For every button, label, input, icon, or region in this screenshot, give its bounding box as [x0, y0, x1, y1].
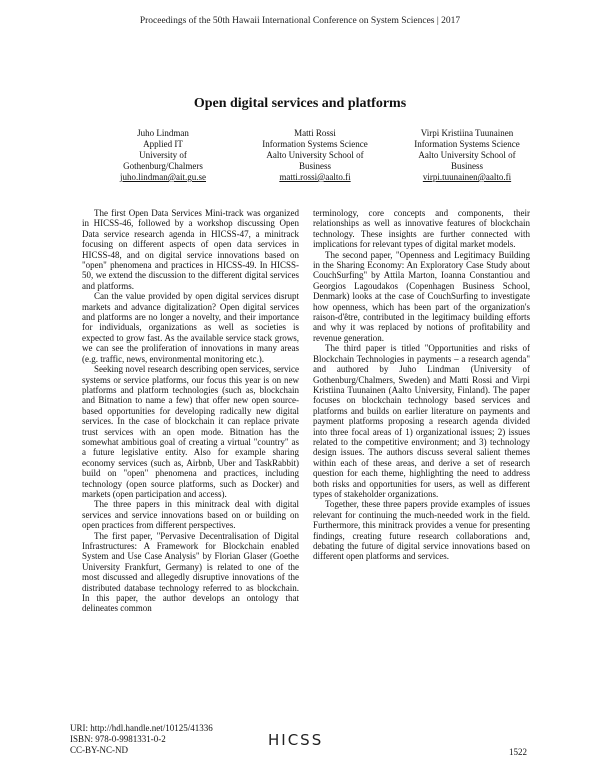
paragraph: Can the value provided by open digital services disrupt markets and advance digitalization? Open digital services and platforms are no longer a novelty, and their importance for individuals, organizations as well as societies is expected to grow fast. As the available service stack grows, we can see the proliferation of innovations in many areas (e.g. traffic, news, environmental monitoring etc.). — [82, 291, 299, 364]
author-1 — [88, 128, 238, 183]
paragraph: The first Open Data Services Mini-track was organized in HICSS-46, followed by a workshop discussing Open Data service research agenda in HICSS-47, a minitrack focusing on different aspects of open data services in HICSS-48, and on digital service innovations based on "open" phenomena and practices in HICSS-49. In HICSS-50, we extend the discussion to the different digital services and platforms. — [82, 208, 299, 291]
left-column — [82, 208, 299, 614]
author-affiliation: Information Systems Science — [262, 139, 368, 149]
author-affiliation: Aalto University School of — [266, 150, 364, 160]
author-name: Matti Rossi — [294, 128, 336, 138]
paper-title: Open digital services and platforms — [193, 96, 407, 111]
author-block — [88, 128, 542, 183]
author-affiliation: Business — [298, 161, 331, 171]
author-affiliation: University of — [139, 150, 187, 160]
author-affiliation: Business — [450, 161, 483, 171]
author-name: Juho Lindman — [137, 128, 189, 138]
paragraph: The third paper is titled "Opportunities and risks of Blockchain Technologies in payments – a research agenda" and authored by Juho Lindman (University of Gothenburg/Chalmers, Sweden) and Matti Rossi and Virpi Kristiina Tuunainen (Aalto University, Finland). The paper focuses on blockchain technology based services and platforms and builds on earlier literature on payments and payment platforms proposing a research agenda divided into three focal areas of 1) organizational issues; 2) issues related to the competitive environment; and 3) technology design issues. The authors discuss several salient themes within each of these areas, and derive a set of research question for each theme, highlighting the need to address both risks and opportunities for users, as well as different types of stakeholder organizations. — [313, 343, 530, 499]
author-email[interactable]: matti.rossi@aalto.fi — [279, 172, 351, 182]
conference-header: Proceedings of the 50th Hawaii International Conference on System Sciences | 2017 — [139, 16, 461, 26]
author-affiliation: Aalto University School of — [418, 150, 516, 160]
footer-info — [70, 723, 213, 756]
paragraph: The three papers in this minitrack deal with digital services and service innovations based on or building on open practices from different perspectives. — [82, 499, 299, 531]
author-email[interactable]: virpi.tuunainen@aalto.fi — [422, 172, 512, 182]
author-email[interactable]: juho.lindman@ait.gu.se — [119, 172, 207, 182]
author-name: Virpi Kristiina Tuunainen — [420, 128, 514, 138]
paragraph: The second paper, "Openness and Legitimacy Building in the Sharing Economy: An Exploratory Case Study about CouchSurfing" by Attila Marton, Ioanna Constantiou and Georgios Lagoudakos (Copenhagen Business School, Denmark) looks at the case of CouchSurfing to investigate how openness, which has been part of the organization's raison-d'être, contributed in the legitimacy building efforts and why it was replaced by notions of profitability and revenue generation. — [313, 249, 530, 343]
page-number: 1522 — [509, 747, 527, 757]
hicss-logo: HICSS — [268, 731, 324, 749]
paragraph: The first paper, "Pervasive Decentralisation of Digital Infrastructures: A Framework for Blockchain enabled System and Use Case Analysis" by Florian Glaser (Goethe University Frankfurt, Germany) is related to one of the most discussed and allegedly disruptive innovations of the distributed database technology referred to as blockchain. In this paper, the author develops an ontology that delineates common — [82, 530, 299, 614]
author-affiliation: Applied IT — [143, 139, 183, 149]
paragraph: Seeking novel research describing open services, service systems or service platforms, our focus this year is on new platforms and platform technologies (such as, blockchain and Bitnation to name a few) that offer new open source-based opportunities for developing radically new digital services. In the case of blockchain it can replace private trust services with an open mode. Bitnation has the somewhat ambitious goal of creating a virtual "country" as a future legislative entity. Also for example sharing economy services (such as, Airbnb, Uber and TaskRabbit) build on "open" phenomena and practices, including technology (open source platforms, such as Docker) and markets (open participation and access). — [82, 364, 299, 499]
paragraph: terminology, core concepts and components, their relationships as well as innovative features of blockchain technology. These insights are further connected with implications for relevant types of digital market models. — [313, 208, 530, 250]
footer-license: CC-BY-NC-ND — [70, 745, 129, 755]
paragraph: Together, these three papers provide examples of issues relevant for continuing the much-needed work in the field. Furthermore, this minitrack provides a venue for presenting findings, creating future research collaborations and, debating the future of digital service innovations based on different open platforms and services. — [313, 499, 530, 562]
author-affiliation: Gothenburg/Chalmers — [123, 161, 203, 171]
footer-isbn: ISBN: 978-0-9981331-0-2 — [70, 734, 166, 744]
right-column — [313, 208, 530, 562]
author-3 — [392, 128, 542, 183]
footer-uri[interactable]: URI: http://hdl.handle.net/10125/41336 — [70, 723, 213, 733]
author-affiliation: Information Systems Science — [414, 139, 520, 149]
author-2 — [240, 128, 390, 183]
